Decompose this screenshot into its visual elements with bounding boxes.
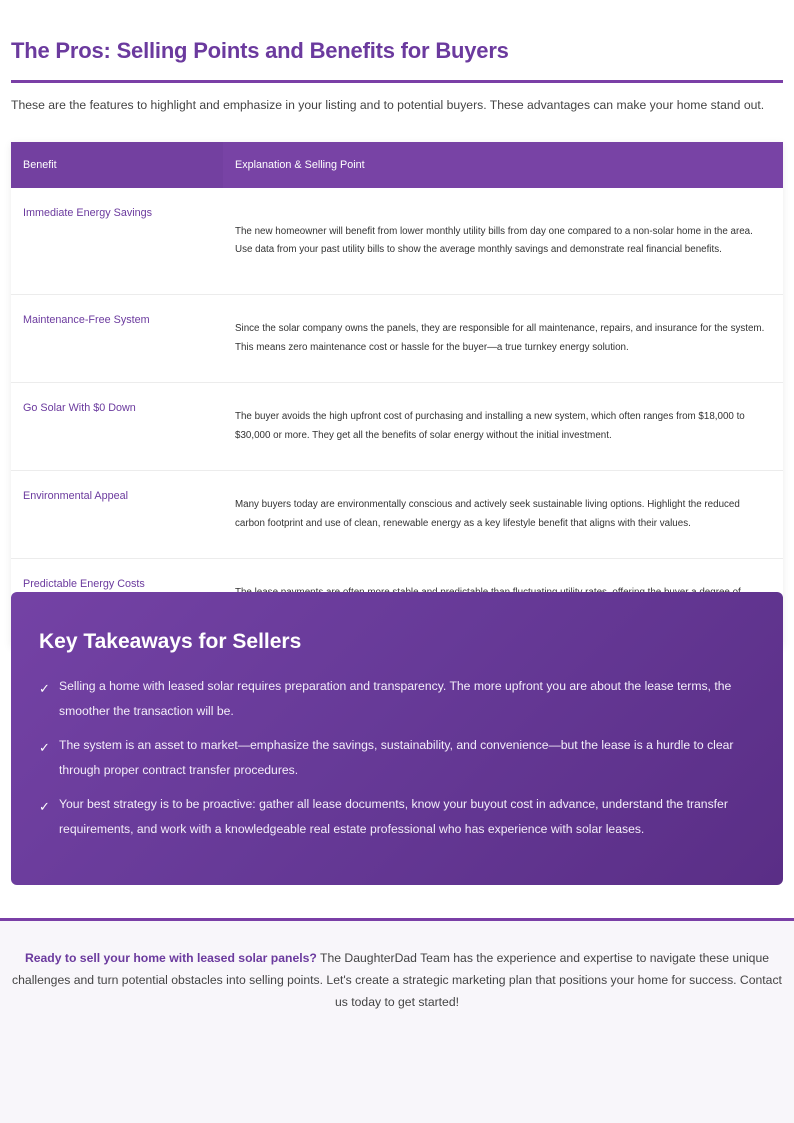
benefit-name: Predictable Energy Costs (23, 578, 145, 590)
takeaway-text: The system is an asset to market—emphasize the savings, sustainability, and convenience—but the lease is a hurdle to clear through proper contract transfer procedures. (59, 738, 734, 777)
benefits-table (11, 142, 783, 646)
checkmark-icon: ✓ (39, 681, 50, 696)
takeaway-text: Your best strategy is to be proactive: gather all lease documents, know your buyout cost in advance, understand the transfer requirements, and work with a knowledgeable real estate professional who has experience with solar leases. (59, 797, 728, 836)
benefit-explanation: The new homeowner will benefit from lower monthly utility bills from day one compared to a non-solar home in the area. Use data from your past utility bills to show the average monthly savings and demonstrate real financial benefits. (223, 188, 783, 295)
table-row (11, 295, 783, 383)
checkmark-icon: ✓ (39, 799, 50, 814)
list-item (39, 733, 755, 782)
key-takeaways-panel (11, 592, 783, 885)
benefit-name: Go Solar With $0 Down (11, 383, 223, 471)
list-item (39, 792, 755, 841)
cta-paragraph (12, 947, 782, 1013)
cta-headline: Ready to sell your home with leased solar panels? (24, 951, 317, 965)
table-header-row (11, 142, 783, 188)
benefit-explanation: The buyer avoids the high upfront cost of purchasing and installing a new system, which often ranges from $18,000 to $30,000 or more. They get all the benefits of solar energy without the initial investment. (223, 383, 783, 471)
column-header-explanation: Explanation & Selling Point (235, 159, 365, 171)
table-row (11, 188, 783, 295)
benefit-explanation: Many buyers today are environmentally conscious and actively seek sustainable living options. Highlight the reduced carbon footprint and use of clean, renewable energy as a key lifestyle benefit that aligns with their values. (223, 471, 783, 559)
takeaway-text: Selling a home with leased solar requires preparation and transparency. The more upfront you are about the lease terms, the smoother the transaction will be. (59, 679, 732, 718)
checkmark-icon: ✓ (39, 740, 50, 755)
title-divider (11, 80, 783, 83)
footer-cta (0, 921, 794, 1123)
benefit-name: Environmental Appeal (11, 471, 223, 559)
takeaways-title: Key Takeaways for Sellers (39, 630, 302, 653)
benefit-name: Maintenance-Free System (11, 295, 223, 383)
benefit-explanation: Since the solar company owns the panels, they are responsible for all maintenance, repairs, and insurance for the system. This means zero maintenance cost or hassle for the buyer—a true turnkey energy solution. (223, 295, 783, 383)
intro-paragraph: These are the features to highlight and emphasize in your listing and to potential buyers. These advantages can make your home stand out. (11, 98, 765, 112)
takeaways-list (39, 674, 755, 841)
cta-body: The DaughterDad Team has the experience and expertise to navigate these unique challenges and turn potential obstacles into selling points. Let's create a strategic marketing plan that positions your home for success. Contact us today to get started! (12, 951, 782, 1009)
table-row (11, 383, 783, 471)
column-header-benefit: Benefit (11, 142, 223, 188)
list-item (39, 674, 755, 723)
page-title: The Pros: Selling Points and Benefits for Buyers (11, 38, 509, 63)
table-row (11, 471, 783, 559)
benefit-name: Immediate Energy Savings (11, 188, 223, 295)
